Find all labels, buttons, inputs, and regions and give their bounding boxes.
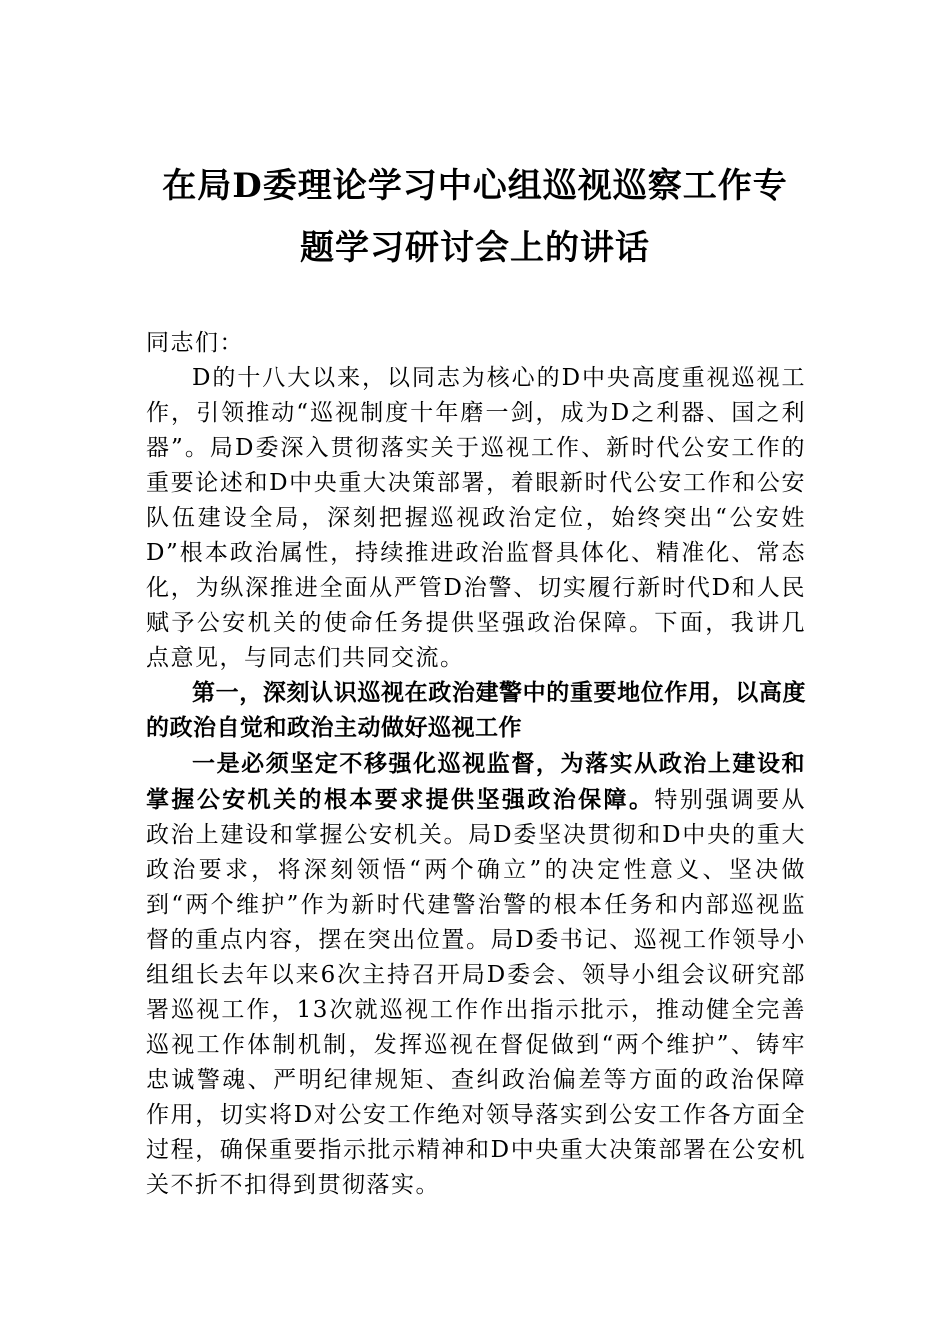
paragraph-intro: D的十八大以来，以同志为核心的D中央高度重视巡视工作，引领推动“巡视制度十年磨一剑，成为D之利器、国之利器”。局D委深入贯彻落实关于巡视工作、新时代公安工作的重要论述和D中央重大决策部署，着眼新时代公安工作和公安队伍建设全局，深刻把握巡视政治定位，始终突出“公安姓D”根本政治属性，持续推进政治监督具体化、精准化、常态化，为纵深推进全面从严管D治警、切实履行新时代D和人民赋予公安机关的使命任务提供坚强政治保障。下面，我讲几点意见，与同志们共同交流。 bbox=[146, 365, 806, 671]
title-line-1: 在局D委理论学习中心组巡视巡察工作专 bbox=[162, 166, 788, 206]
document-title bbox=[130, 155, 820, 279]
point-1-body: 特别强调要从政治上建设和掌握公安机关。局D委坚决贯彻和D中央的重大政治要求，将深刻领悟“两个确立”的决定性意义、坚决做到“两个维护”作为新时代建警治警的根本任务和内部巡视监督的重点内容，摆在突出位置。局D委书记、巡视工作领导小组组长去年以来6次主持召开局D委会、领导小组会议研究部署巡视工作，13次就巡视工作作出指示批示，推动健全完善巡视工作体制机制，发挥巡视在督促做到“两个维护”、铸牢忠诚警魂、严明纪律规矩、查纠政治偏差等方面的政治保障作用，切实将D对公安工作绝对领导落实到公安工作各方面全过程，确保重要指示批示精神和D中央重大决策部署在公安机关不折不扣得到贯彻落实。 bbox=[146, 787, 807, 1198]
point-1-lead: 一是必须坚定不移强化巡视监督，为落实从政治上建设和掌握公安机关的根本要求提供坚强政治保障。 bbox=[146, 750, 806, 813]
section-heading-1: 第一，深刻认识巡视在政治建警中的重要地位作用，以高度的政治自觉和政治主动做好巡视工作 bbox=[146, 680, 806, 741]
salutation: 同志们： bbox=[146, 330, 244, 356]
paragraph-point-1 bbox=[146, 746, 806, 1203]
document-body bbox=[146, 326, 806, 1203]
title-line-2: 题学习研讨会上的讲话 bbox=[300, 228, 650, 268]
